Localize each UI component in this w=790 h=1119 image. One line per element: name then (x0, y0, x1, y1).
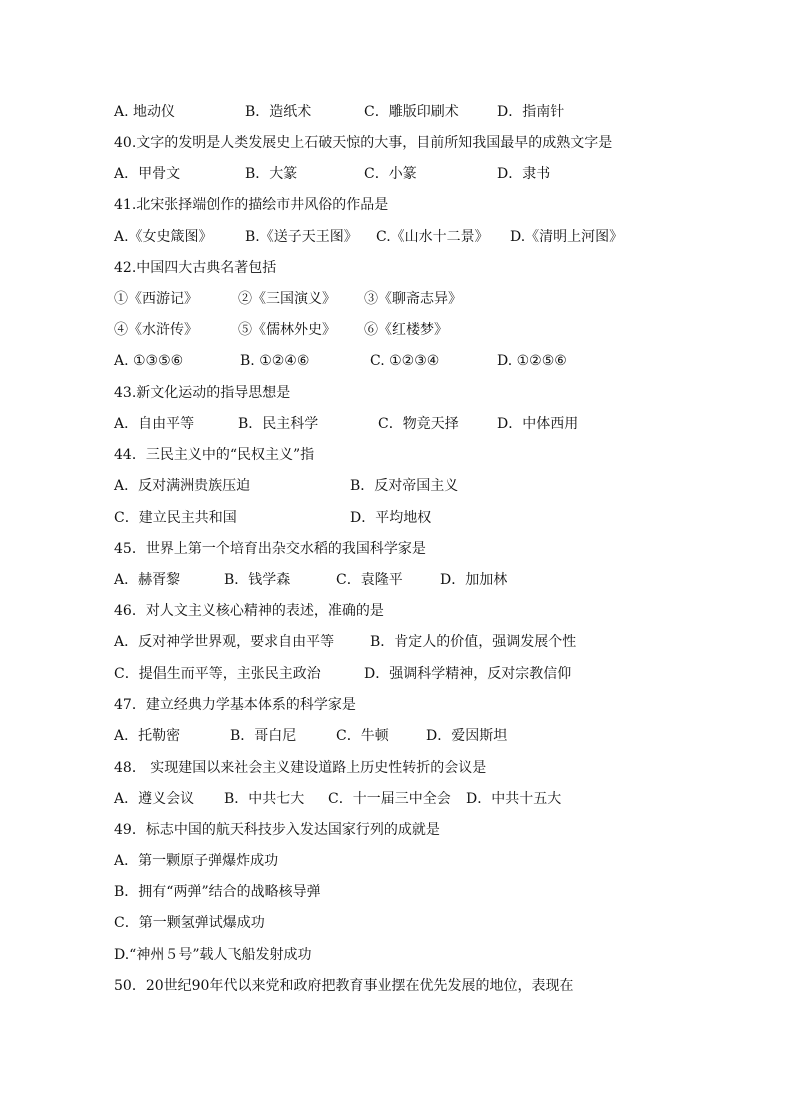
q42-option-d: D. ①②⑤⑥ (497, 353, 567, 369)
q41-option-a: A.《女史箴图》 (114, 229, 213, 245)
q49-option-d: D.“神州５号”载人飞船发射成功 (114, 947, 312, 963)
q41-stem: 41.北宋张择端创作的描绘市井风俗的作品是 (114, 197, 389, 213)
q47-option-d: D．爱因斯坦 (426, 728, 508, 744)
q45-option-d: D．加加林 (440, 572, 508, 588)
q42-option-b: B. ①②④⑥ (240, 353, 310, 369)
q47-option-c: C．牛顿 (336, 728, 389, 744)
q41-option-c: C.《山水十二景》 (376, 229, 489, 245)
q42-item-3: ③《聊斋志异》 (364, 291, 462, 307)
q49-option-c: C．第一颗氢弹试爆成功 (114, 915, 265, 931)
q43-option-c: C．物竞天择 (378, 416, 459, 432)
q49-option-a: A．第一颗原子弹爆炸成功 (114, 853, 279, 869)
q46-stem: 46．对人文主义核心精神的表述，准确的是 (114, 603, 384, 619)
q42-item-5: ⑤《儒林外史》 (238, 322, 336, 338)
q50-stem: 50．20世纪90年代以来党和政府把教育事业摆在优先发展的地位，表现在 (114, 978, 574, 994)
q42-stem: 42.中国四大古典名著包括 (114, 260, 277, 276)
q41-option-d: D.《清明上河图》 (510, 229, 624, 245)
q44-option-d: D．平均地权 (350, 510, 432, 526)
q47-option-a: A．托勒密 (114, 728, 181, 744)
q42-item-6: ⑥《红楼梦》 (364, 322, 448, 338)
q42-item-2: ②《三国演义》 (238, 291, 336, 307)
q45-option-c: C．袁隆平 (336, 572, 403, 588)
q45-stem: 45．世界上第一个培育出杂交水稻的我国科学家是 (114, 541, 426, 557)
q48-option-b: B．中共七大 (224, 791, 305, 807)
q48-option-d: D．中共十五大 (466, 791, 562, 807)
q43-option-d: D．中体西用 (497, 416, 579, 432)
q48-stem: 48． 实现建国以来社会主义建设道路上历史性转折的会议是 (114, 760, 487, 776)
q46-option-a: A．反对神学世界观，要求自由平等 (114, 634, 335, 650)
q40-option-c: C．小篆 (364, 166, 417, 182)
q46-option-c: C．提倡生而平等，主张民主政治 (114, 666, 321, 682)
q44-option-c: C．建立民主共和国 (114, 510, 237, 526)
q48-option-c: C．十一届三中全会 (328, 791, 451, 807)
q39-option-b: B．造纸术 (245, 104, 312, 120)
q42-item-1: ①《西游记》 (114, 291, 198, 307)
q39-option-a: A. 地动仪 (114, 104, 176, 120)
q40-option-b: B．大篆 (245, 166, 298, 182)
q43-option-a: A．自由平等 (114, 416, 195, 432)
q44-option-a: A．反对满洲贵族压迫 (114, 478, 251, 494)
q39-option-d: D．指南针 (497, 104, 565, 120)
q48-option-a: A．遵义会议 (114, 791, 195, 807)
q46-option-b: B．肯定人的价值，强调发展个性 (370, 634, 577, 650)
q42-option-c: C. ①②③④ (370, 353, 440, 369)
q45-option-b: B．钱学森 (224, 572, 291, 588)
q42-item-4: ④《水浒传》 (114, 322, 198, 338)
q42-option-a: A. ①③⑤⑥ (114, 353, 184, 369)
q39-option-c: C．雕版印刷术 (364, 104, 459, 120)
q49-stem: 49．标志中国的航天科技步入发达国家行列的成就是 (114, 822, 440, 838)
q43-option-b: B．民主科学 (238, 416, 319, 432)
q40-stem: 40.文字的发明是人类发展史上石破天惊的大事，目前所知我国最早的成熟文字是 (114, 135, 613, 151)
q40-option-a: A．甲骨文 (114, 166, 181, 182)
q49-option-b: B．拥有“两弹”结合的战略核导弹 (114, 884, 321, 900)
q43-stem: 43.新文化运动的指导思想是 (114, 385, 291, 401)
q44-option-b: B．反对帝国主义 (350, 478, 459, 494)
q46-option-d: D．强调科学精神，反对宗教信仰 (364, 666, 572, 682)
q47-stem: 47．建立经典力学基本体系的科学家是 (114, 697, 356, 713)
q44-stem: 44．三民主义中的“民权主义”指 (114, 447, 315, 463)
q45-option-a: A．赫胥黎 (114, 572, 181, 588)
q47-option-b: B．哥白尼 (230, 728, 297, 744)
q41-option-b: B.《送子天王图》 (245, 229, 358, 245)
q40-option-d: D．隶书 (497, 166, 551, 182)
